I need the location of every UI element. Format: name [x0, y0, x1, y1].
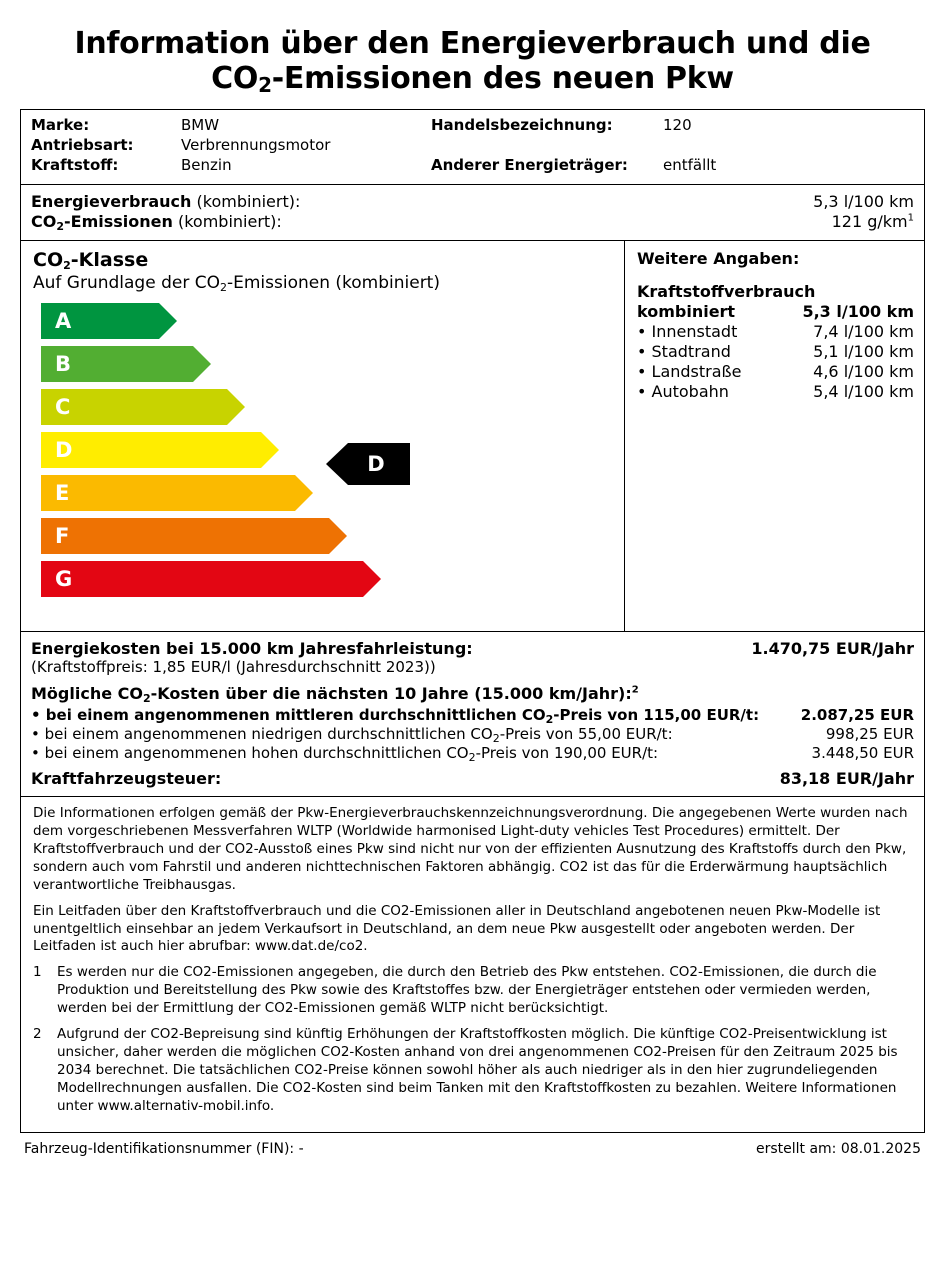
drive-type-value: Verbrennungsmotor	[181, 135, 331, 154]
footnote-2-text: Aufgrund der CO2-Bepreisung sind künftig Erhöhungen der Kraftstoffkosten möglich. Die künftige CO2-Preisentwicklung ist unsicher, daher werden die möglichen CO2-Kosten anhand von drei angenommenen CO2-Preisen für den Zeitraum 2025 bis 2034 berechnet. Die tatsächlichen CO2-Preise können sowohl höher als auch niedriger als in den hier zugrundeliegenden Modellrechnungen ausfallen. Die CO2-Kosten sind beim Tanken mit den Kraftstoffkosten zu bezahlen. Weitere Informationen unter www.alternativ-mobil.info.	[57, 1026, 898, 1115]
efficiency-bar-shape	[41, 475, 295, 511]
co2-cost-heading-b: -Kosten über die nächsten 10 Jahre (15.000 km/Jahr):	[150, 683, 632, 703]
fuel-value: Benzin	[181, 155, 232, 174]
co2-emissions-label-subscript: 2	[56, 219, 64, 233]
page-title	[20, 26, 925, 97]
efficiency-bar-f	[41, 518, 612, 554]
co2-class-heading-b: -Klasse	[70, 248, 149, 271]
further-info-value: 4,6 l/100 km	[813, 361, 914, 381]
energy-cost-label: Energiekosten bei 15.000 km Jahresfahrleistung:	[31, 638, 473, 658]
co2-cost-heading-footnote-marker: 2	[631, 684, 639, 696]
efficiency-bar-shape	[41, 518, 329, 554]
consumption-block	[20, 185, 925, 241]
model-value: 120	[663, 115, 692, 134]
efficiency-bar-shape	[41, 432, 261, 468]
footnote-2-number: 2	[33, 1026, 42, 1043]
further-info-item	[637, 382, 914, 401]
co2-class-scale	[21, 241, 624, 631]
other-energy-label: Anderer Energieträger:	[431, 155, 628, 174]
vehicle-tax-value: 83,18 EUR/Jahr	[779, 768, 914, 788]
co2-class-heading	[33, 249, 612, 271]
co2-cost-heading-a: Mögliche CO	[31, 683, 143, 703]
drive-type-label: Antriebsart:	[31, 135, 134, 154]
footnote-2	[33, 1026, 912, 1116]
identification-row-1	[31, 116, 914, 134]
efficiency-bar-label: E	[55, 480, 70, 505]
cost-block	[20, 632, 925, 797]
energy-cost-value: 1.470,75 EUR/Jahr	[751, 638, 914, 658]
energy-consumption-label-suffix: (kombiniert):	[191, 191, 301, 211]
co2-cost-row-label: • bei einem angenommenen mittleren durchschnittlichen $CO_2$-Preis von 115,00 EUR/t:	[31, 705, 760, 726]
energy-consumption-label: Energieverbrauch	[31, 191, 192, 211]
co2-class-subheading-sub: 2	[219, 280, 227, 294]
further-info-value: 5,4 l/100 km	[813, 381, 914, 401]
co2-cost-row	[31, 706, 914, 724]
efficiency-bar-b	[41, 346, 612, 382]
efficiency-bar-label: G	[55, 566, 73, 591]
marker-arrow-icon	[326, 443, 348, 485]
efficiency-bar-g	[41, 561, 612, 597]
identification-row-3	[31, 156, 914, 174]
other-energy-value: entfällt	[663, 155, 717, 174]
co2-emissions-row	[31, 212, 914, 231]
brand-value: BMW	[181, 115, 220, 134]
fuel-price-note: (Kraftstoffpreis: 1,85 EUR/l (Jahresdurchschnitt 2023))	[31, 657, 436, 676]
co2-class-subheading-b: -Emissionen (kombiniert)	[226, 272, 440, 293]
co2-cost-row-value: 998,25 EUR	[825, 724, 914, 743]
efficiency-bar-shape	[41, 346, 193, 382]
co2-cost-row	[31, 744, 914, 762]
title-line-2-a: CO	[211, 61, 259, 97]
selected-class-letter: D	[348, 443, 410, 485]
further-info-item	[637, 362, 914, 381]
co2-cost-row	[31, 725, 914, 743]
further-info-value: 5,1 l/100 km	[813, 341, 914, 361]
co2-emissions-footnote-marker: 1	[907, 212, 914, 224]
further-info-label: • Landstraße	[637, 361, 742, 381]
co2-emissions-label-suffix: (kombiniert):	[172, 211, 282, 231]
efficiency-bar-label: B	[55, 351, 72, 376]
energy-consumption-value: 5,3 l/100 km	[813, 191, 914, 211]
fuel-consumption-combined	[637, 302, 914, 321]
further-information-title: Weitere Angaben:	[637, 248, 800, 268]
legal-paragraph-1: Die Informationen erfolgen gemäß der Pkw-Energieverbrauchskennzeichnungsverordnung. Die angegebenen Werte wurden nach dem vorgeschriebenen Messverfahren WLTP (Worldwide harmonised Light-duty vehicles Test Procedures) ermittelt. Der Kraftstoffverbrauch und der CO2-Ausstoß eines Pkw sind nicht nur von der effizienten Ausnutzung des Kraftstoffs durch den Pkw, sondern auch vom Fahrstil und anderen nichttechnischen Faktoren abhängig. CO2 ist das für die Erderwärmung hauptsächlich verantwortliche Treibhausgas.	[33, 804, 908, 893]
identification-row-2	[31, 136, 914, 154]
co2-cost-row-label: • bei einem angenommenen hohen durchschnittlichen $CO_2$-Preis von 190,00 EUR/t:	[31, 743, 659, 764]
brand-label: Marke:	[31, 115, 90, 134]
further-info-label: • Autobahn	[637, 381, 729, 401]
co2-emissions-label: CO	[31, 211, 57, 231]
title-line-2-b: -Emissionen des neuen Pkw	[271, 61, 734, 97]
vehicle-tax-row	[31, 769, 914, 788]
efficiency-bar-label: D	[55, 437, 73, 462]
further-info-item	[637, 342, 914, 361]
vehicle-tax-label: Kraftfahrzeugsteuer:	[31, 768, 222, 788]
fuel-label: Kraftstoff:	[31, 155, 119, 174]
model-label: Handelsbezeichnung:	[431, 115, 613, 134]
title-line-1: Information über den Energieverbrauch und die	[74, 26, 871, 61]
co2-cost-row-value: 3.448,50 EUR	[811, 743, 914, 762]
further-info-value: 7,4 l/100 km	[813, 321, 914, 341]
co2-class-subheading	[33, 273, 612, 293]
co2-cost-row-value: 2.087,25 EUR	[800, 705, 914, 724]
efficiency-bar-c	[41, 389, 612, 425]
co2-emissions-label-2: -Emissionen	[64, 211, 173, 231]
co2-class-heading-sub: 2	[63, 258, 71, 272]
fuel-consumption-combined-label: kombiniert	[637, 301, 736, 321]
identification-block	[20, 109, 925, 185]
co2-cost-row-label: • bei einem angenommenen niedrigen durchschnittlichen $CO_2$-Preis von 55,00 EUR/t:	[31, 724, 673, 745]
selected-class-marker	[326, 443, 410, 485]
efficiency-bar-label: A	[55, 308, 72, 333]
legal-notice-block	[20, 797, 925, 1133]
efficiency-bar-label: F	[55, 523, 70, 548]
co2-cost-heading	[31, 684, 914, 703]
energy-cost-row	[31, 639, 914, 658]
legal-paragraph-2: Ein Leitfaden über den Kraftstoffverbrauch und die CO2-Emissionen aller in Deutschland angebotenen neuen Pkw-Modelle ist unentgeltlich einsehbar an jedem Verkaufsort in Deutschland, an dem neue Pkw ausgestellt oder angeboten werden. Der Leitfaden ist auch hier abrufbar: www.dat.de/co2.	[33, 902, 881, 955]
document-footer	[20, 1133, 925, 1157]
further-info-label: • Stadtrand	[637, 341, 731, 361]
co2-emissions-value: 121 g/km	[831, 211, 908, 231]
footnote-1-text: Es werden nur die CO2-Emissionen angegeben, die durch den Betrieb des Pkw entstehen. CO2-Emissionen, die durch die Produktion und Bereitstellung des Pkw sowie des Kraftstoffes bzw. der Energieträger entstehen oder vermieden werden, werden bei der Ermittlung der CO2-Emissionen gemäß WLTP nicht berücksichtigt.	[57, 964, 877, 1017]
vin-label: Fahrzeug-Identifikationsnummer (FIN): -	[24, 1141, 304, 1158]
efficiency-bar-shape	[41, 389, 227, 425]
footnote-1-number: 1	[33, 964, 42, 981]
efficiency-bar-label: C	[55, 394, 71, 419]
co2-cost-heading-sub: 2	[142, 691, 151, 705]
co2-class-heading-a: CO	[33, 248, 64, 271]
title-co2-subscript: 2	[258, 73, 272, 98]
footnote-1	[33, 964, 912, 1018]
efficiency-bar-shape	[41, 561, 363, 597]
further-info-label: • Innenstadt	[637, 321, 738, 341]
energy-consumption-row	[31, 192, 914, 211]
further-information-panel	[624, 241, 924, 631]
further-info-item	[637, 322, 914, 341]
efficiency-bar-shape	[41, 303, 159, 339]
efficiency-bar-a	[41, 303, 612, 339]
created-date: erstellt am: 08.01.2025	[755, 1141, 921, 1158]
fuel-consumption-group-title: Kraftstoffverbrauch	[637, 281, 816, 301]
fuel-consumption-combined-value: 5,3 l/100 km	[802, 301, 914, 321]
co2-class-block	[20, 241, 925, 632]
co2-class-subheading-a: Auf Grundlage der CO	[33, 272, 220, 293]
